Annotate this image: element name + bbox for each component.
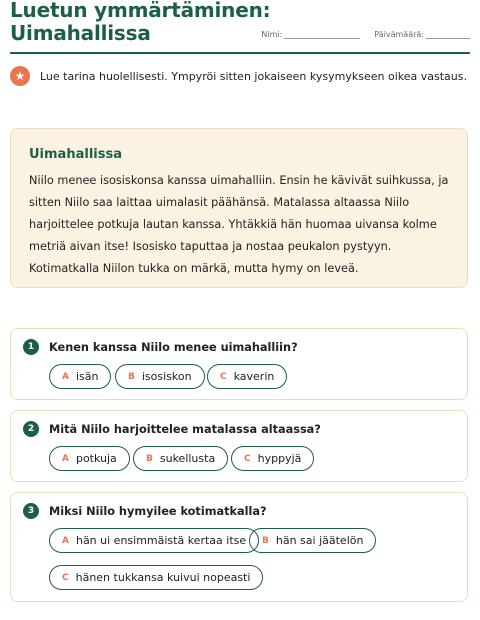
option-letter: B — [262, 535, 269, 546]
story-title: Uimahallissa — [29, 147, 122, 162]
option-text: hyppyjä — [257, 452, 302, 465]
option-text: potkuja — [75, 452, 117, 465]
date-label: Päivämäärä: — [374, 30, 424, 39]
question-number-badge: 3 — [23, 503, 39, 519]
option-letter: A — [62, 535, 69, 546]
option-letter: C — [220, 371, 227, 382]
story-line: metriä aivan itse! Isosisko taputtaa ja nostaa peukalon pystyyn. — [29, 240, 392, 253]
story-line: sitten Niilo saa laittaa uimalasit päähänsä. Matalassa altaassa Niilo — [29, 196, 410, 209]
name-label: Nimi: — [261, 30, 283, 39]
question-card-1 — [10, 328, 468, 400]
name-field[interactable] — [261, 30, 360, 39]
option-text: hän ui ensimmäistä kertaa itse — [75, 534, 247, 547]
story-line: Niilo menee isosiskonsa kanssa uimahalliin. Ensin he kävivät suihkussa, ja — [29, 174, 449, 187]
date-field[interactable] — [374, 30, 470, 39]
answer-option-2b[interactable] — [133, 446, 228, 471]
instruction-row — [10, 66, 470, 86]
option-text: isän — [75, 370, 99, 383]
title-line-2: Uimahallissa — [10, 21, 151, 45]
story-line: harjoittelee potkuja lautan kanssa. Yhtäkkiä hän huomaa uivansa kolme — [29, 218, 437, 231]
instruction-text: Lue tarina huolellisesti. Ympyröi sitten jokaiseen kysymykseen oikea vastaus. — [40, 69, 467, 83]
answer-option-1b[interactable] — [115, 364, 205, 389]
option-text: kaverin — [233, 370, 275, 383]
date-line — [426, 30, 470, 39]
question-text: Mitä Niilo harjoittelee matalassa altaassa? — [49, 422, 321, 436]
star-icon: ★ — [10, 66, 30, 86]
option-text: hänen tukkansa kuivui nopeasti — [75, 571, 251, 584]
question-header — [23, 339, 298, 355]
answer-option-3b[interactable] — [249, 528, 376, 553]
answer-option-3a[interactable] — [49, 528, 259, 553]
question-header — [23, 503, 267, 519]
story-text — [29, 170, 449, 280]
question-number-badge: 1 — [23, 339, 39, 355]
question-text: Kenen kanssa Niilo menee uimahalliin? — [49, 340, 298, 354]
answer-option-2a[interactable] — [49, 446, 130, 471]
option-letter: C — [62, 572, 69, 583]
answer-option-1c[interactable] — [207, 364, 287, 389]
option-letter: B — [146, 453, 153, 464]
question-number-badge: 2 — [23, 421, 39, 437]
story-line: Kotimatkalla Niilon tukka on märkä, mutta hymy on leveä. — [29, 262, 359, 275]
question-card-2 — [10, 410, 468, 482]
answer-option-2c[interactable] — [231, 446, 314, 471]
question-text: Miksi Niilo hymyilee kotimatkalla? — [49, 504, 267, 518]
option-letter: A — [62, 371, 69, 382]
name-line — [284, 30, 360, 39]
worksheet-header — [10, 0, 470, 54]
answer-option-3c[interactable] — [49, 565, 263, 590]
option-text: isosiskon — [141, 370, 192, 383]
header-fields — [261, 30, 470, 39]
answer-option-1a[interactable] — [49, 364, 111, 389]
option-letter: A — [62, 453, 69, 464]
option-text: sukellusta — [159, 452, 216, 465]
title-line-1: Luetun ymmärtäminen: — [10, 0, 271, 22]
option-letter: C — [244, 453, 251, 464]
page-title — [10, 0, 270, 45]
option-text: hän sai jäätelön — [275, 534, 364, 547]
option-letter: B — [128, 371, 135, 382]
question-card-3 — [10, 492, 468, 602]
question-header — [23, 421, 321, 437]
story-box — [10, 128, 468, 288]
